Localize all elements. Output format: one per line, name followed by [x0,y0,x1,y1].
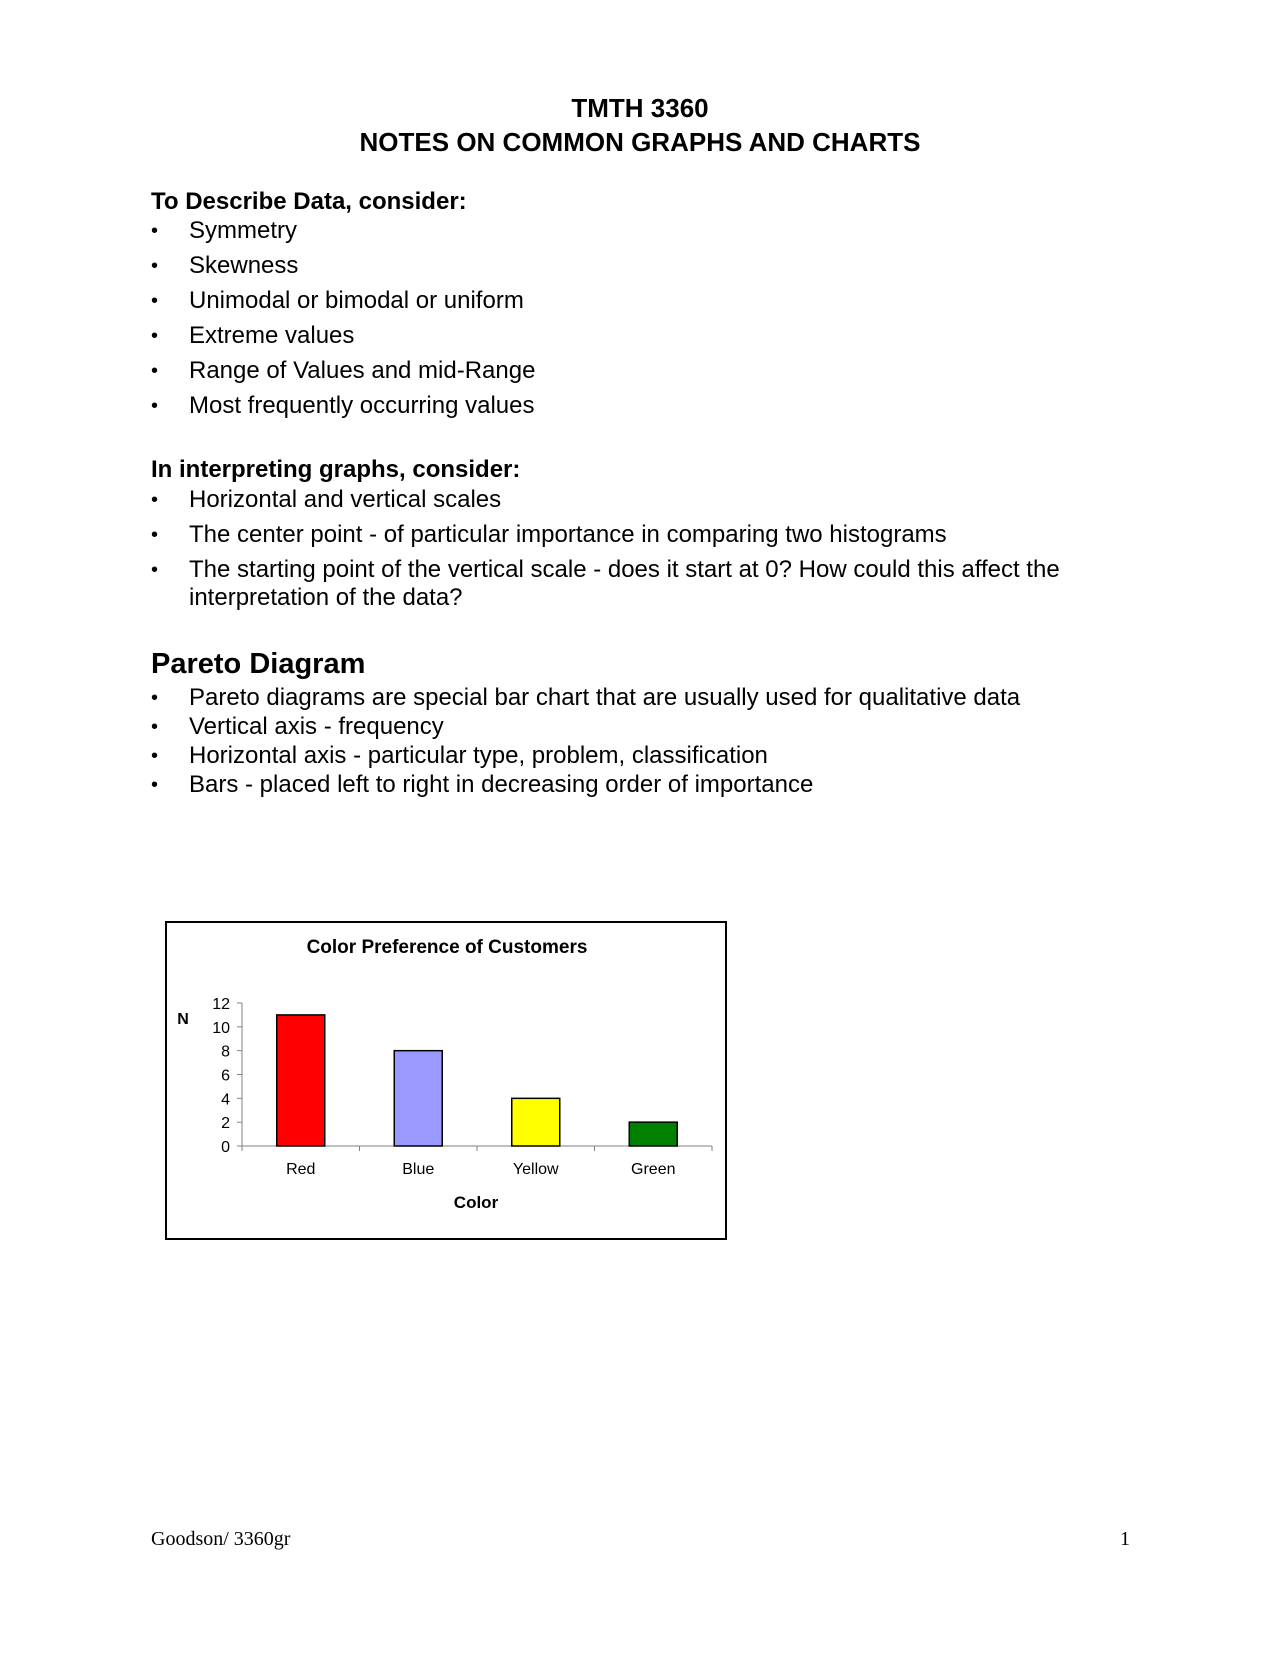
list-item: • The center point - of particular importance in comparing two histograms [151,521,947,548]
interpret-list [151,486,1141,619]
x-tick-label: Green [631,1161,676,1178]
bullet-icon: • [151,774,159,796]
bullet-icon: • [151,290,159,312]
list-item: • Range of Values and mid-Range [151,357,536,384]
pareto-chart [165,921,727,1240]
y-tick-label: 8 [221,1043,230,1061]
page-title: NOTES ON COMMON GRAPHS AND CHARTS [359,127,921,157]
bar-green [629,1122,677,1146]
pareto-list [151,684,1141,800]
y-tick-label: 0 [221,1139,230,1156]
y-tick-label: 10 [212,1019,230,1037]
bullet-icon: • [151,524,159,546]
y-tick-label: 4 [221,1091,230,1109]
bar-blue [394,1051,442,1146]
bullet-icon: • [151,489,159,511]
bullet-icon: • [151,745,159,767]
x-tick-label: Yellow [512,1161,559,1178]
x-tick-label: Blue [402,1161,435,1178]
list-item: • Vertical axis - frequency [151,713,444,740]
y-tick-label: 2 [221,1115,230,1133]
list-item: • Horizontal axis - particular type, problem, classification [151,742,768,769]
bullet-icon: • [151,325,159,347]
list-item: • Symmetry [151,217,297,244]
describe-list [151,217,1141,427]
chart-title: Color Preference of Customers [306,937,588,958]
bar-red [277,1015,325,1146]
bullet-icon: • [151,687,159,709]
bullet-icon: • [151,360,159,382]
list-item: • Extreme values [151,322,355,349]
bar-yellow [512,1098,560,1146]
bullet-icon: • [151,559,159,581]
describe-heading: To Describe Data, consider: [151,188,467,215]
list-item: • Pareto diagrams are special bar chart that are usually used for qualitative data [151,684,1021,711]
y-tick-label: 6 [221,1067,230,1085]
pareto-heading: Pareto Diagram [151,648,366,680]
list-item: • Unimodal or bimodal or uniform [151,287,524,314]
y-tick-label: 12 [212,996,230,1013]
x-axis-label: Color [453,1193,499,1212]
interpret-heading: In interpreting graphs, consider: [151,456,521,483]
footer-left: Goodson/ 3360gr [151,1528,291,1550]
x-tick-label: Red [286,1161,316,1178]
bullet-icon: • [151,220,159,242]
list-item: • Horizontal and vertical scales [151,486,502,513]
bullet-icon: • [151,255,159,277]
bullet-icon: • [151,716,159,738]
list-item: • The starting point of the vertical scale - does it start at 0? How could this affect the interpretation of the data? [151,556,1060,611]
list-item: • Bars - placed left to right in decreasing order of importance [151,771,814,798]
bar-chart [167,923,725,1238]
bullet-icon: • [151,395,159,417]
page-number: 1 [1120,1528,1130,1550]
y-axis-label: N [177,1011,189,1028]
list-item: • Skewness [151,252,299,279]
list-item: • Most frequently occurring values [151,392,535,419]
course-code: TMTH 3360 [571,93,709,123]
